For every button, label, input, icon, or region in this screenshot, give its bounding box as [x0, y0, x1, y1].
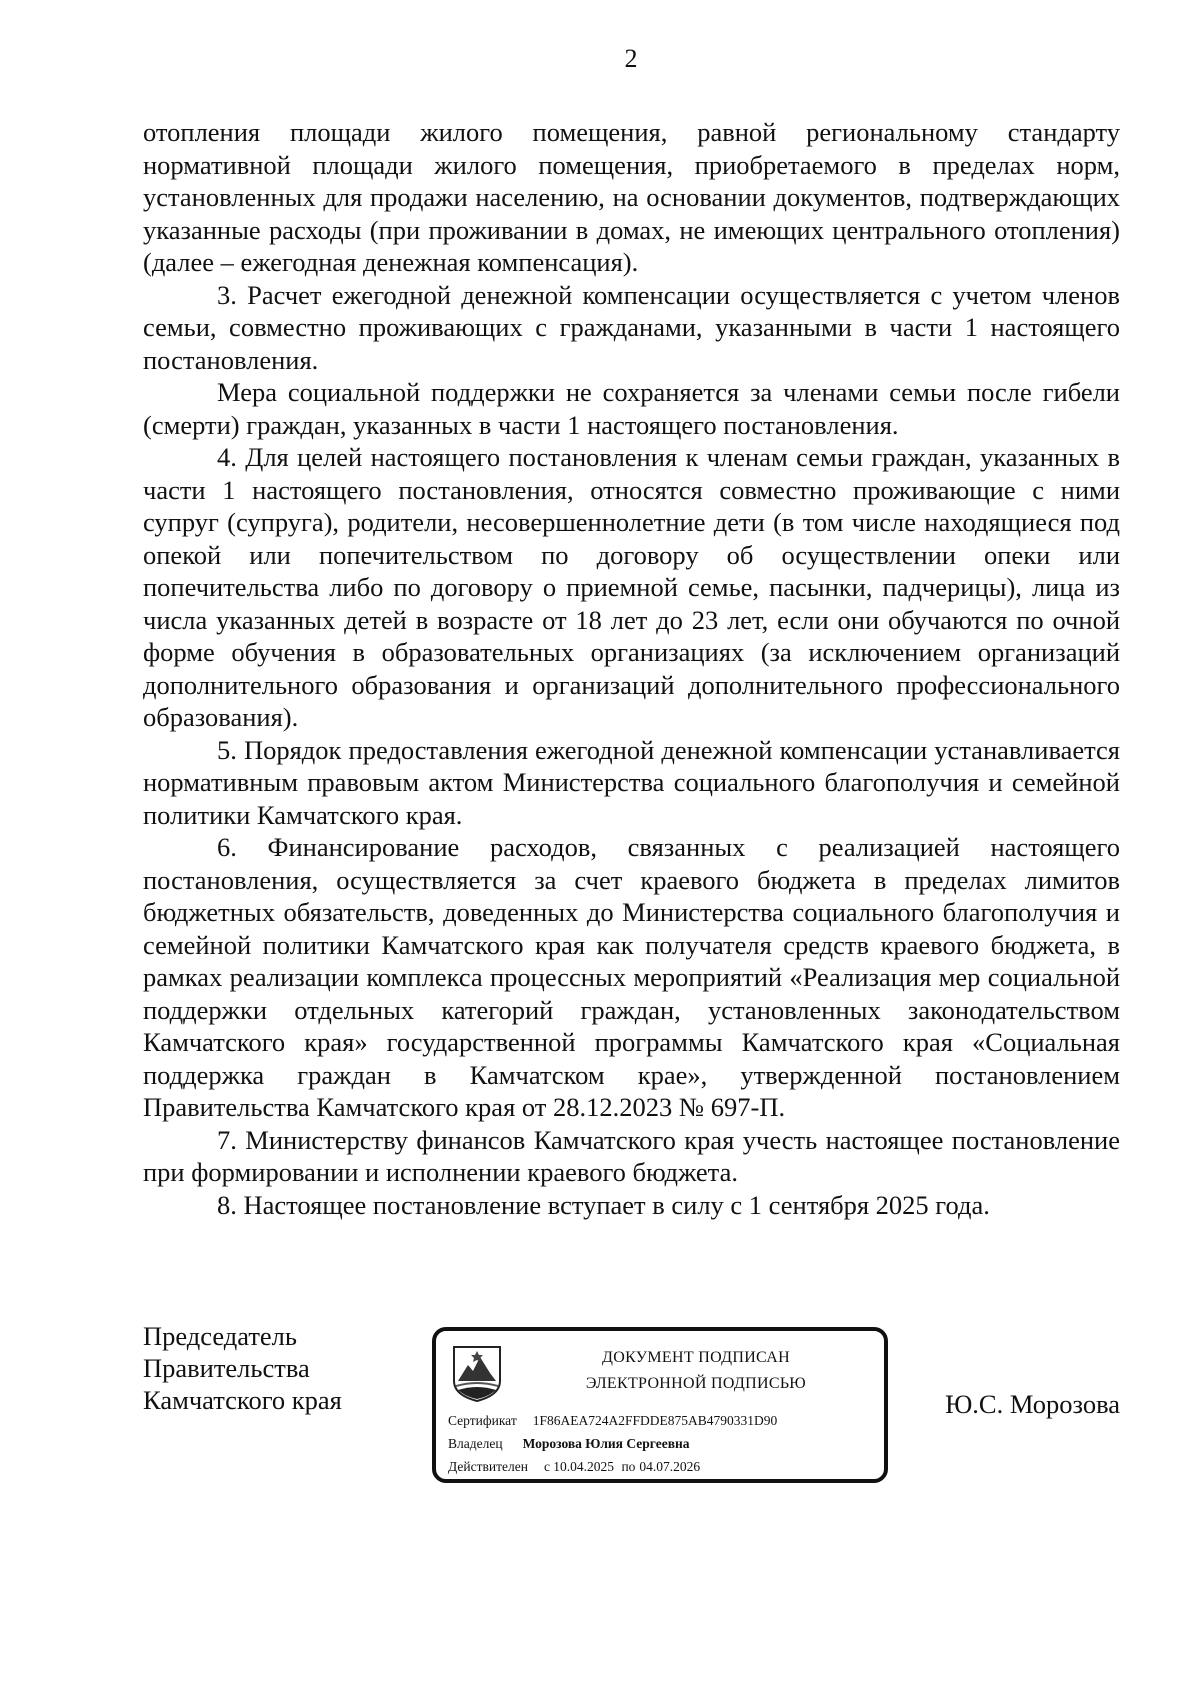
- page-number: 2: [624, 44, 638, 73]
- stamp-owner-row: [448, 1436, 690, 1452]
- stamp-header-line: ДОКУМЕНТ ПОДПИСАН: [602, 1349, 790, 1366]
- paragraph-6: 6. Финансирование расходов, связанных с реализацией настоящего постановления, осуществляется за счет краевого бюджета в пределах лимитов бюджетных обязательств, доведенных до Министерства социального благополучия и семейной политики Камчатского края как получателя средств краевого бюджета, в рамках реализации комплекса процессных мероприятий «Реализация мер социальной поддержки отдельных категорий граждан, установленных законодательством Камчатского края» государственной программы Камчатского края «Социальная поддержка граждан в Камчатском крае», утвержденной постановлением Правительства Камчатского края от 28.12.2023 № 697-П.: [143, 832, 1120, 1122]
- stamp-header: [546, 1345, 846, 1397]
- owner-label: Владелец: [448, 1436, 503, 1451]
- paragraph-3-note: Мера социальной поддержки не сохраняется за членами семьи после гибели (смерти) граждан, указанных в части 1 настоящего постановления.: [143, 377, 1120, 440]
- signer-name: Ю.С. Морозова: [945, 1389, 1120, 1419]
- paragraph-5: 5. Порядок предоставления ежегодной денежной компенсации устанавливается нормативным правовым актом Министерства социального благополучия и семейной политики Камчатского края.: [143, 734, 1120, 830]
- signer-title: [143, 1320, 342, 1416]
- owner-value: Морозова Юлия Сергеевна: [522, 1436, 690, 1451]
- paragraph-continuation: отопления площади жилого помещения, равной региональному стандарту нормативной площади жилого помещения, приобретаемого в пределах норм, установленных для продажи населению, на основании документов, подтверждающих указанные расходы (при проживании в домах, не имеющих центрального отопления) (далее – ежегодная денежная компенсация).: [143, 117, 1120, 277]
- paragraph-8: 8. Настоящее постановление вступает в силу с 1 сентября 2025 года.: [217, 1189, 990, 1220]
- paragraph-4: 4. Для целей настоящего постановления к членам семьи граждан, указанных в части 1 настоящего постановления, относятся совместно проживающие с ними супруг (супруга), родители, несовершеннолетние дети (в том числе находящиеся под опекой или попечительством по договору об осуществлении опеки или попечительства либо по договору о приемной семье, пасынки, падчерицы), лица из числа указанных детей в возрасте от 18 лет до 23 лет, если они обучаются по очной форме обучения в образовательных организациях (за исключением организаций дополнительного образования и организаций дополнительного профессионального образования).: [143, 442, 1120, 732]
- stamp-certificate-row: [448, 1413, 777, 1429]
- certificate-value: 1F86AEA724A2FFDDE875AB4790331D90: [532, 1413, 778, 1428]
- validity-label: Действителен: [448, 1459, 528, 1474]
- signer-title-line: Камчатского края: [143, 1385, 342, 1415]
- certificate-label: Сертификат: [448, 1413, 517, 1428]
- signer-title-line: Правительства: [143, 1353, 310, 1383]
- stamp-header-line: ЭЛЕКТРОННОЙ ПОДПИСЬЮ: [585, 1375, 807, 1392]
- electronic-signature-stamp: [432, 1327, 888, 1483]
- signer-title-line: Председатель: [143, 1321, 297, 1351]
- paragraph-7: 7. Министерству финансов Камчатского края учесть настоящее постановление при формировании и исполнении краевого бюджета.: [143, 1124, 1120, 1187]
- paragraph-3: 3. Расчет ежегодной денежной компенсации осуществляется с учетом членов семьи, совместно проживающих с гражданами, указанными в части 1 настоящего постановления.: [143, 279, 1120, 375]
- validity-from: с 10.04.2025: [543, 1459, 615, 1474]
- document-body: [143, 116, 1120, 1221]
- validity-to: 04.07.2026: [639, 1459, 701, 1474]
- kamchatka-emblem-icon: [450, 1343, 504, 1403]
- stamp-validity-row: [448, 1459, 700, 1475]
- validity-to-word: по: [621, 1459, 636, 1474]
